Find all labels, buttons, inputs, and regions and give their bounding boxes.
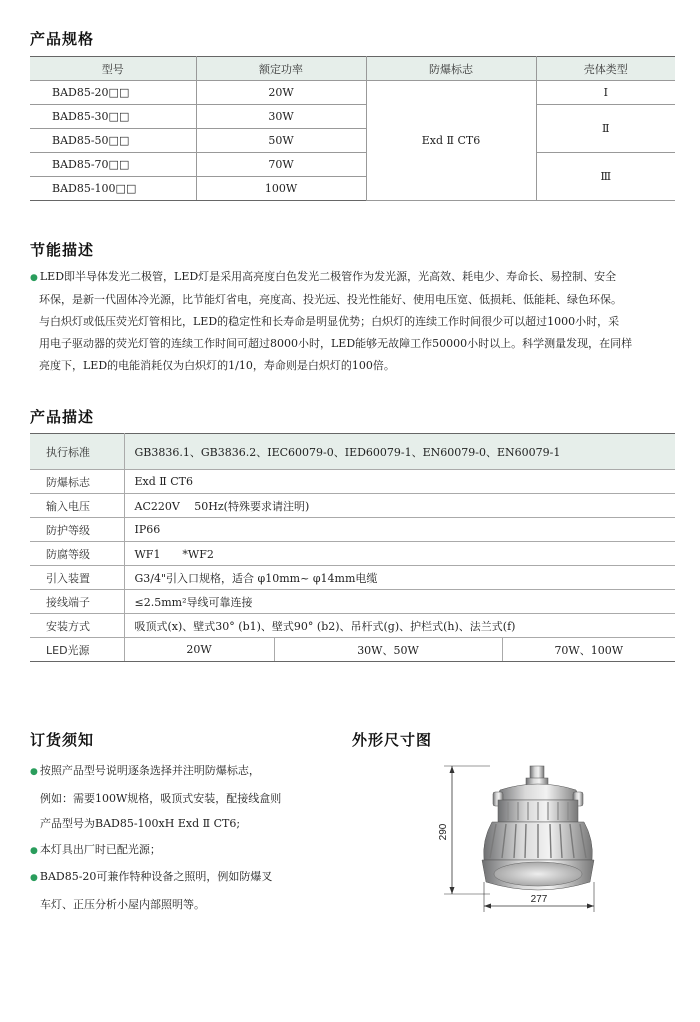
bullet-icon: ●: [30, 767, 38, 777]
table-row: [30, 614, 675, 638]
housing-cell: Ⅰ: [536, 81, 675, 105]
desc-key: 防爆标志: [30, 470, 124, 494]
desc-key: 执行标准: [30, 434, 124, 470]
energy-line: 与白炽灯或低压荧光灯管相比，LED的稳定性和长寿命是明显优势；白炽灯的连续工作时间很少可以超过1000小时，采: [39, 315, 620, 328]
power-cell: 50W: [196, 129, 366, 153]
header-mark: 防爆标志: [366, 57, 536, 81]
desc-title: 产品描述: [30, 408, 95, 426]
desc-value: ≤2.5mm²导线可靠连接: [124, 590, 675, 614]
energy-line: 用电子驱动器的荧光灯管的连续工作时间可超过8000小时，LED能够无故障工作50000小时以上。科学测量发现，在同样: [39, 337, 633, 350]
model-cell: BAD85-70□□: [30, 153, 196, 177]
order-list: [30, 758, 330, 917]
housing-cell: Ⅱ: [536, 105, 675, 153]
table-row: [30, 153, 675, 177]
energy-title: 节能描述: [30, 241, 95, 259]
table-row: [30, 81, 675, 105]
desc-key: 输入电压: [30, 494, 124, 518]
desc-key: LED光源: [30, 638, 124, 662]
power-cell: 20W: [196, 81, 366, 105]
header-model: 型号: [30, 57, 196, 81]
spec-table: [30, 56, 675, 201]
energy-line: 环保，是新一代固体冷光源，比节能灯省电，亮度高、投光远、投光性能好、使用电压宽、低损耗、低能耗、绿色环保。: [39, 293, 622, 306]
order-title: 订货须知: [30, 731, 95, 749]
desc-value: Exd Ⅱ CT6: [124, 470, 675, 494]
desc-key: 安装方式: [30, 614, 124, 638]
desc-table: [30, 433, 675, 662]
desc-value: WF1 *WF2: [124, 542, 675, 566]
order-line: 例如：需要100W规格，吸顶式安装，配接线盒则: [40, 791, 282, 805]
mark-cell: Exd Ⅱ CT6: [366, 81, 536, 201]
table-row: [30, 542, 675, 566]
table-row: [30, 518, 675, 542]
header-housing: 壳体类型: [536, 57, 675, 81]
power-cell: 100W: [196, 177, 366, 201]
desc-key: 防护等级: [30, 518, 124, 542]
lamp-dimension-drawing: [430, 760, 630, 920]
bullet-icon: ●: [30, 873, 38, 883]
model-cell: BAD85-20□□: [30, 81, 196, 105]
desc-value: AC220V 50Hz(特殊要求请注明): [124, 494, 675, 518]
desc-value: GB3836.1、GB3836.2、IEC60079-0、IED60079-1、EN60079-0、EN60079-1: [124, 434, 675, 470]
header-power: 额定功率: [196, 57, 366, 81]
desc-key: 防腐等级: [30, 542, 124, 566]
height-label: 290: [438, 823, 449, 841]
order-line: ● 本灯具出厂时已配光源；: [30, 842, 161, 856]
table-row: [30, 590, 675, 614]
bullet-icon: ●: [30, 845, 38, 856]
energy-paragraph: [30, 266, 680, 377]
model-cell: BAD85-50□□: [30, 129, 196, 153]
lamp-icon: [482, 766, 594, 890]
width-label: 277: [530, 894, 548, 905]
order-line: ● 按照产品型号说明逐条选择并注明防爆标志，: [30, 764, 260, 777]
led-value: 20W: [124, 638, 274, 662]
order-line: 产品型号为BAD85-100xH Exd Ⅱ CT6;: [40, 817, 241, 830]
led-value: 30W、50W: [274, 638, 502, 662]
model-cell: BAD85-30□□: [30, 105, 196, 129]
housing-cell: Ⅲ: [536, 153, 675, 201]
table-row: [30, 105, 675, 129]
power-cell: 30W: [196, 105, 366, 129]
desc-value: G3/4"引入口规格，适合 φ10mm~ φ14mm电缆: [124, 566, 675, 590]
desc-value: 吸顶式(x)、壁式30° (b1)、壁式90° (b2)、吊杆式(g)、护栏式(h)、法兰式(f): [124, 614, 675, 638]
energy-line: ● LED即半导体发光二极管，LED灯是采用高亮度白色发光二极管作为发光源，光高效、耗电少、寿命长、易控制、安全: [30, 270, 617, 283]
desc-key: 接线端子: [30, 590, 124, 614]
dimension-title: 外形尺寸图: [352, 731, 433, 749]
table-row: [30, 566, 675, 590]
table-row: [30, 494, 675, 518]
spec-title: 产品规格: [30, 30, 95, 48]
led-value: 70W、100W: [502, 638, 675, 662]
table-row: [30, 638, 675, 662]
model-cell: BAD85-100□□: [30, 177, 196, 201]
desc-value: IP66: [124, 518, 675, 542]
table-row: [30, 470, 675, 494]
order-line: 车灯、正压分析小屋内部照明等。: [40, 897, 205, 911]
energy-line: 亮度下，LED的电能消耗仅为白炽灯的1/10，寿命则是白炽灯的100倍。: [39, 359, 395, 372]
desc-key: 引入装置: [30, 566, 124, 590]
bullet-icon: ●: [30, 273, 38, 283]
table-row: [30, 434, 675, 470]
height-dimension: [438, 766, 490, 894]
order-line: ● BAD85-20可兼作特种设备之照明，例如防爆叉: [30, 870, 273, 883]
power-cell: 70W: [196, 153, 366, 177]
